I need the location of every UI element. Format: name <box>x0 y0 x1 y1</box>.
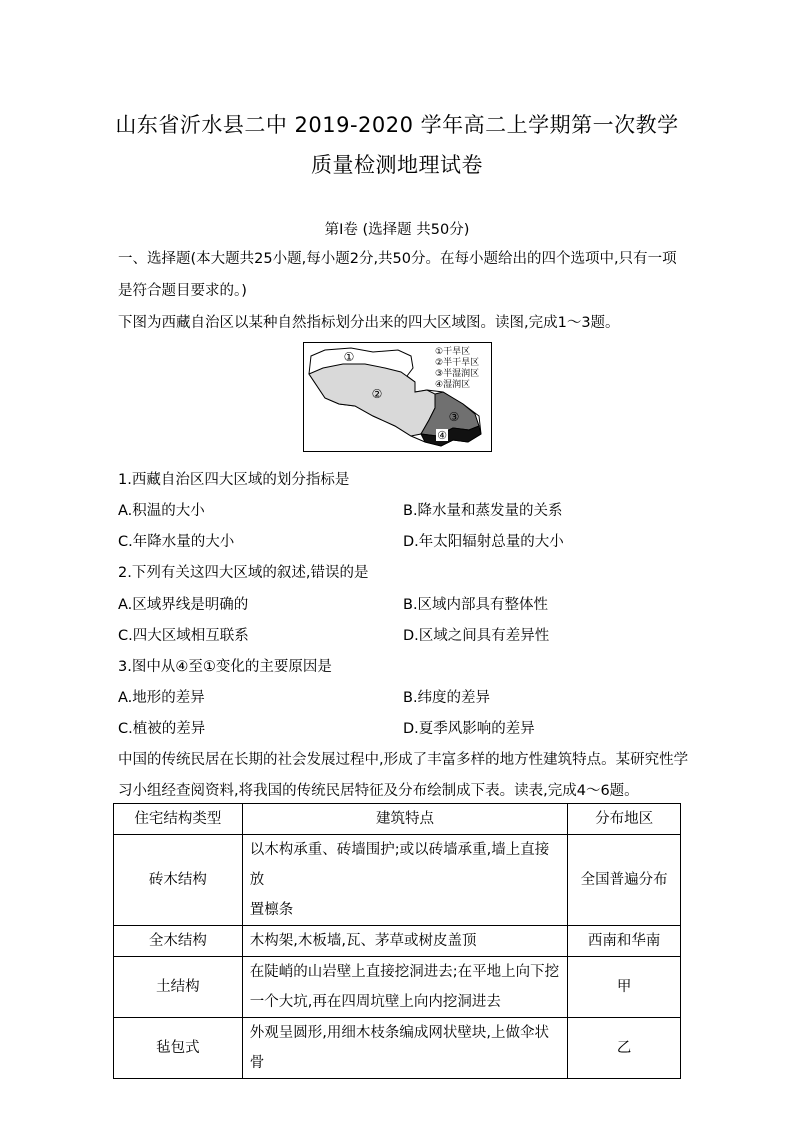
table-row <box>114 957 681 1018</box>
table-cell-features-line: 一个大坑,再在四周坑壁上向内挖洞进去 <box>249 994 501 1010</box>
question-1-option-b: B.降水量和蒸发量的关系 <box>403 503 563 519</box>
table-cell-features-line: 外观呈圆形,用细木枝条编成网状壁块,上做伞状骨 <box>249 1025 549 1071</box>
table-cell-region: 甲 <box>568 957 681 1018</box>
table-row <box>114 835 681 926</box>
table-header-region: 分布地区 <box>568 804 681 835</box>
table-header-features: 建筑特点 <box>242 804 567 835</box>
table-cell-features-line: 以木构承重、砖墙围护;或以砖墙承重,墙上直接放 <box>249 842 550 888</box>
question-3-option-c: C.植被的差异 <box>118 721 206 737</box>
table-cell-region: 全国普遍分布 <box>568 835 681 926</box>
question-1-option-c: C.年降水量的大小 <box>118 534 235 550</box>
question-2-option-b: B.区域内部具有整体性 <box>403 597 549 613</box>
table-cell-features <box>242 957 567 1018</box>
section-heading: 第Ⅰ卷 (选择题 共50分) <box>324 222 470 238</box>
question-1-stem: 1.西藏自治区四大区域的划分指标是 <box>118 472 350 488</box>
legend-item-4: ④湿润区 <box>435 380 471 390</box>
tibet-region-map <box>303 342 492 452</box>
legend-item-2: ②半干旱区 <box>435 358 480 368</box>
table-header-type: 住宅结构类型 <box>114 804 243 835</box>
table-cell-features-line: 置檩条 <box>249 902 294 918</box>
legend-item-3: ③半湿润区 <box>435 369 480 379</box>
question-2-option-a: A.区域界线是明确的 <box>118 597 249 613</box>
question-3-stem: 3.图中从④至①变化的主要原因是 <box>118 659 332 675</box>
question-3-option-d: D.夏季风影响的差异 <box>403 721 535 737</box>
table-row <box>114 926 681 957</box>
map-label-4: ④ <box>437 429 447 442</box>
table-cell-type: 土结构 <box>114 957 243 1018</box>
table-cell-type: 毡包式 <box>114 1018 243 1079</box>
map-label-2: ② <box>371 387 383 401</box>
table-cell-region: 乙 <box>568 1018 681 1079</box>
table-cell-type: 全木结构 <box>114 926 243 957</box>
table-header-row <box>114 804 681 835</box>
question-3-option-a: A.地形的差异 <box>118 690 205 706</box>
dwelling-table <box>113 803 681 1079</box>
table-row <box>114 1018 681 1079</box>
exam-title-line2: 质量检测地理试卷 <box>311 153 483 177</box>
table-intro-line1: 中国的传统民居在长期的社会发展过程中,形成了丰富多样的地方性建筑特点。某研究性学 <box>118 752 689 768</box>
question-2-option-d: D.区域之间具有差异性 <box>403 628 550 644</box>
table-cell-features <box>242 835 567 926</box>
legend-item-1: ①干旱区 <box>435 347 471 357</box>
table-cell-features-line: 木构架,木板墙,瓦、茅草或树皮盖顶 <box>249 933 477 949</box>
map-label-1: ① <box>343 350 355 364</box>
instructions-line2: 是符合题目要求的。) <box>118 283 247 299</box>
table-cell-features <box>242 926 567 957</box>
table-intro-line2: 习小组经查阅资料,将我国的传统民居特征及分布绘制成下表。读表,完成4～6题。 <box>118 783 639 799</box>
exam-title-line1: 山东省沂水县二中 2019-2020 学年高二上学期第一次教学 <box>115 113 679 137</box>
table-cell-type: 砖木结构 <box>114 835 243 926</box>
map-intro: 下图为西藏自治区以某种自然指标划分出来的四大区域图。读图,完成1～3题。 <box>118 315 620 331</box>
question-2-option-c: C.四大区域相互联系 <box>118 628 249 644</box>
table-cell-region: 西南和华南 <box>568 926 681 957</box>
question-2-stem: 2.下列有关这四大区域的叙述,错误的是 <box>118 565 369 581</box>
table-cell-features-line: 在陡峭的山岩壁上直接挖洞进去;在平地上向下挖 <box>249 964 560 980</box>
question-3-option-b: B.纬度的差异 <box>403 690 491 706</box>
question-1-option-d: D.年太阳辐射总量的大小 <box>403 534 564 550</box>
table-cell-features <box>242 1018 567 1079</box>
map-label-3: ③ <box>448 410 460 424</box>
question-1-option-a: A.积温的大小 <box>118 503 205 519</box>
instructions-line1: 一、选择题(本大题共25小题,每小题2分,共50分。在每小题给出的四个选项中,只有一项 <box>118 251 677 267</box>
